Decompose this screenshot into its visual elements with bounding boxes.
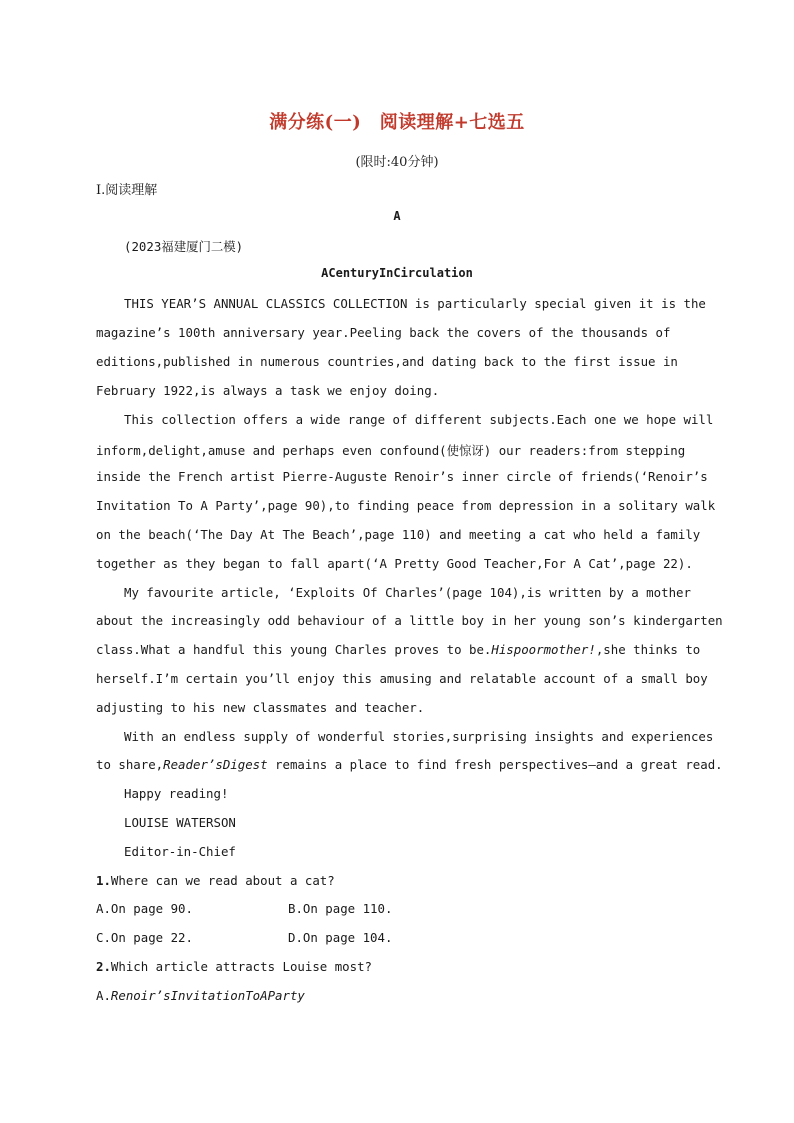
text-run: remains a place to find fresh perspectives—and a great read. bbox=[267, 757, 723, 772]
text-run: ,she thinks to bbox=[595, 642, 701, 657]
option-d[interactable]: D.On page 104. bbox=[288, 930, 393, 945]
time-limit: (限时:40分钟) bbox=[355, 155, 439, 170]
question-number: 1. bbox=[96, 873, 111, 888]
page-title: 满分练(一) 阅读理解+七选五 bbox=[269, 112, 525, 133]
paragraph-line: Invitation To A Party’,page 90),to finding peace from depression in a solitary walk bbox=[96, 498, 716, 513]
option-a[interactable]: A.On page 90. bbox=[96, 901, 193, 916]
question-2 bbox=[96, 959, 372, 974]
closing-line: Happy reading! bbox=[124, 786, 229, 801]
text-run: class.What a handful this young Charles proves to be. bbox=[96, 642, 492, 657]
paragraph-line: With an endless supply of wonderful stories,surprising insights and experiences bbox=[124, 729, 714, 744]
paragraph-line: on the beach(‘The Day At The Beach’,page 110) and meeting a cat who held a family bbox=[96, 527, 701, 542]
section-heading: Ⅰ.阅读理解 bbox=[96, 183, 158, 198]
italic-text: Hispoormother! bbox=[491, 642, 596, 657]
question-text: Where can we read about a cat? bbox=[110, 873, 335, 888]
option-a[interactable] bbox=[96, 988, 305, 1003]
option-b[interactable]: B.On page 110. bbox=[288, 901, 393, 916]
paragraph-line: inform,delight,amuse and perhaps even confound(使惊讶) our readers:from stepping bbox=[96, 443, 686, 458]
text-run: to share, bbox=[96, 757, 164, 772]
question-1 bbox=[96, 873, 335, 888]
question-text: Which article attracts Louise most? bbox=[110, 959, 373, 974]
author-name: LOUISE WATERSON bbox=[124, 815, 236, 830]
paragraph-line: magazine’s 100th anniversary year.Peeling back the covers of the thousands of bbox=[96, 325, 671, 340]
author-role: Editor-in-Chief bbox=[124, 844, 236, 859]
paragraph-line: This collection offers a wide range of different subjects.Each one we hope will bbox=[124, 412, 714, 427]
paragraph-line bbox=[96, 642, 700, 657]
passage-title: ACenturyInCirculation bbox=[321, 266, 473, 280]
paragraph-line: herself.I’m certain you’ll enjoy this amusing and relatable account of a small boy bbox=[96, 671, 708, 686]
option-c[interactable]: C.On page 22. bbox=[96, 930, 193, 945]
option-text: Renoir’sInvitationToAParty bbox=[110, 988, 305, 1003]
paragraph-line: together as they began to fall apart(‘A Pretty Good Teacher,For A Cat’,page 22). bbox=[96, 556, 693, 571]
paragraph-line: inside the French artist Pierre-Auguste Renoir’s inner circle of friends(‘Renoir’s bbox=[96, 469, 708, 484]
paragraph-line: THIS YEAR’S ANNUAL CLASSICS COLLECTION is particularly special given it is the bbox=[124, 296, 706, 311]
paragraph-line: editions,published in numerous countries,and dating back to the first issue in bbox=[96, 354, 678, 369]
italic-text: Reader’sDigest bbox=[163, 757, 268, 772]
option-prefix: A. bbox=[96, 988, 111, 1003]
passage-letter: A bbox=[393, 209, 401, 223]
paragraph-line: My favourite article, ‘Exploits Of Charles’(page 104),is written by a mother bbox=[124, 585, 691, 600]
passage-source: (2023福建厦门二模) bbox=[124, 239, 244, 254]
paragraph-line: adjusting to his new classmates and teacher. bbox=[96, 700, 425, 715]
paragraph-line: February 1922,is always a task we enjoy doing. bbox=[96, 383, 440, 398]
paragraph-line bbox=[96, 757, 723, 772]
question-number: 2. bbox=[96, 959, 111, 974]
paragraph-line: about the increasingly odd behaviour of a little boy in her young son’s kindergarten bbox=[96, 613, 723, 628]
